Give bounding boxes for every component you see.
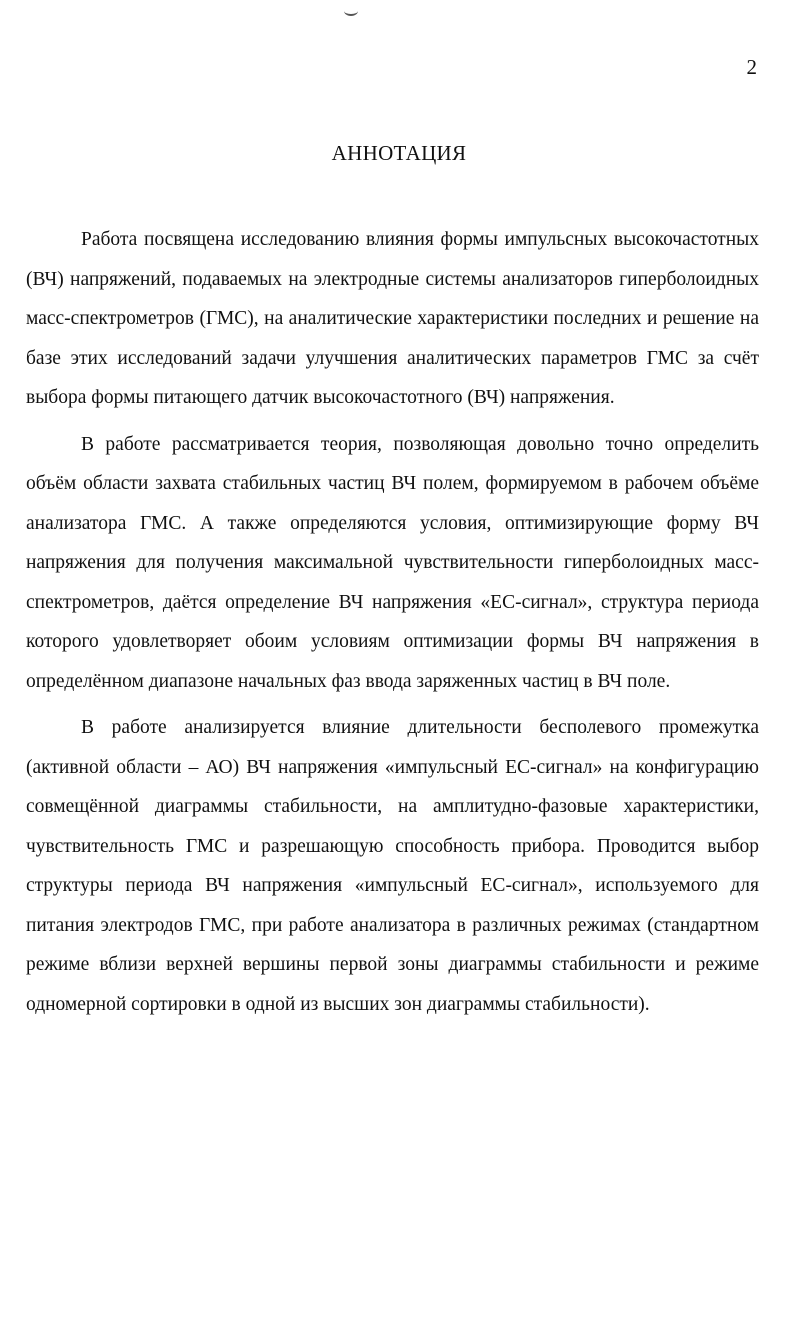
- paragraph-1: Работа посвящена исследованию влияния формы импульсных высокочастотных (ВЧ) напряжений, подаваемых на электродные системы анализаторов гиперболоидных масс-спектрометров (ГМС), на аналитические характеристики последних и решение на базе этих исследований задачи улучшения аналитических параметров ГМС за счёт выбора формы питающего датчик высокочастотного (ВЧ) напряжения.: [26, 229, 759, 408]
- page-number: 2: [746, 55, 757, 79]
- paragraph-3: В работе анализируется влияние длительности бесполевого промежутка (активной области – АО) ВЧ напряжения «импульсный ЕС-сигнал» на конфигурацию совмещённой диаграммы стабильности, на амплитудно-фазовые характеристики, чувствительность ГМС и разрешающую способность прибора. Проводится выбор структуры периода ВЧ напряжения «импульсный ЕС-сигнал», используемого для питания электродов ГМС, при работе анализатора в различных режимах (стандартном режиме вблизи верхней вершины первой зоны диаграммы стабильности и режиме одномерной сортировки в одной из высших зон диаграммы стабильности).: [26, 717, 759, 1015]
- scan-artifact-mark: [344, 6, 358, 16]
- paragraph-2: В работе рассматривается теория, позволяющая довольно точно определить объём области захвата стабильных частиц ВЧ полем, формируемом в рабочем объёме анализатора ГМС. А также определяются условия, оптимизирующие форму ВЧ напряжения для получения максимальной чувствительности гиперболоидных масс-спектрометров, даётся определение ВЧ напряжения «ЕС-сигнал», структура периода которого удовлетворяет обоим условиям оптимизации формы ВЧ напряжения в определённом диапазоне начальных фаз ввода заряженных частиц в ВЧ поле.: [26, 433, 759, 692]
- page-title: АННОТАЦИЯ: [331, 141, 467, 165]
- abstract-body: [26, 220, 759, 1031]
